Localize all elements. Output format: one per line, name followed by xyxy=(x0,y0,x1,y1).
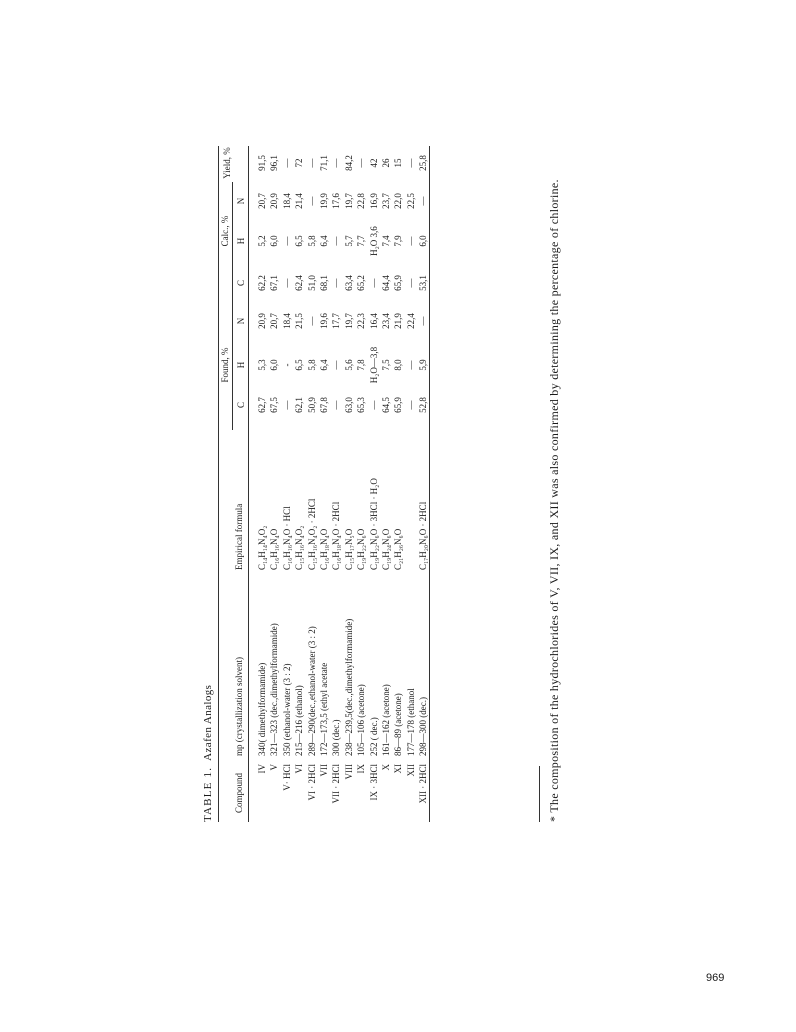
cell-found-c: 63,0 xyxy=(343,397,354,413)
cell-mp: 298—300 (dec.) xyxy=(418,697,429,756)
top-rule xyxy=(218,146,219,822)
cell-found-c: 65,9 xyxy=(393,397,404,413)
cell-calc-h: 6,5 xyxy=(294,235,305,247)
cell-calc-c: 68,1 xyxy=(319,275,329,291)
subheader-calc-h: H xyxy=(236,237,246,245)
cell-found-h: 6,4 xyxy=(319,359,329,371)
table-caption: Azafen Analogs xyxy=(202,684,214,761)
cell-compound: XII · 2HCl xyxy=(418,764,429,804)
cell-found-n: 22,3 xyxy=(356,313,367,329)
cell-found-h: - xyxy=(281,363,292,367)
cell-yield: — xyxy=(405,158,416,168)
cell-found-n: 19,7 xyxy=(343,313,354,329)
cell-found-n: 21,5 xyxy=(294,313,305,329)
cell-mp: 161—162 (acetone) xyxy=(381,684,391,756)
cell-calc-c: 51,0 xyxy=(306,275,317,291)
cell-found-c: 64,5 xyxy=(381,397,391,413)
cell-calc-n: 18,4 xyxy=(281,193,292,209)
cell-yield: — xyxy=(281,158,292,168)
cell-formula: C₁₆H₁₆N₄O xyxy=(269,528,280,570)
cell-calc-c: 63,4 xyxy=(343,275,354,291)
table-title xyxy=(202,685,214,822)
cell-compound: X xyxy=(381,764,391,771)
cell-compound: V· HCl xyxy=(281,764,292,791)
cell-found-h: 7,5 xyxy=(381,359,391,371)
cell-yield: 15 xyxy=(393,158,404,168)
header-calc: Calc., % xyxy=(220,215,230,247)
cell-calc-c: 67,1 xyxy=(269,275,280,291)
cell-formula: C₁₅H₁₆N₄O₂ xyxy=(294,525,305,570)
cell-found-n: 20,9 xyxy=(257,313,267,329)
cell-mp: 172—173,5 (ethyl acetate xyxy=(319,662,329,756)
header-yield: Yield, % xyxy=(222,147,232,179)
cell-found-n: 18,4 xyxy=(281,313,292,329)
cell-formula: C₁₅H₁₇N₅O xyxy=(343,528,354,570)
cell-calc-c: — xyxy=(331,278,342,288)
header-rule xyxy=(248,146,249,822)
cell-calc-h: 6,0 xyxy=(269,235,280,247)
cell-found-c: — xyxy=(368,400,379,410)
cell-compound: XII xyxy=(405,764,416,777)
cell-found-c: 62,7 xyxy=(257,397,267,413)
page-number: 969 xyxy=(706,972,725,984)
cell-found-n: 16,4 xyxy=(368,313,379,329)
cell-compound: IV xyxy=(257,764,267,774)
footnote: * The composition of the hydrochlorides of V, VII, IX, and XII was also confirmed by determining the percentage of chlorine. xyxy=(547,179,561,822)
cell-found-h: 5,8 xyxy=(306,359,317,371)
cell-found-c: 67,8 xyxy=(319,397,329,413)
subheader-calc-c: C xyxy=(236,280,246,287)
subheader-calc-n: N xyxy=(236,197,246,205)
cell-formula: C₁₅H₁₆N₄O₂ · 2HCl xyxy=(306,498,317,570)
table-label: TABLE 1. xyxy=(202,766,214,822)
cell-compound: IX xyxy=(356,764,367,774)
cell-calc-n: 16,9 xyxy=(368,193,379,209)
group-rule xyxy=(232,182,233,430)
cell-found-h: 5,6 xyxy=(343,359,354,371)
cell-found-n: 21,9 xyxy=(393,313,404,329)
cell-calc-h: 6,0 xyxy=(418,235,429,247)
cell-calc-n: 22,5 xyxy=(405,193,416,209)
subheader-found-n: N xyxy=(236,317,246,325)
cell-calc-h: 6,4 xyxy=(319,235,329,247)
cell-calc-h: 7,4 xyxy=(381,235,391,247)
cell-compound: IX · 3HCl xyxy=(368,764,379,801)
subheader-found-h: H xyxy=(236,361,246,369)
cell-found-h: 6,0 xyxy=(269,359,280,371)
cell-found-n: 23,4 xyxy=(381,313,391,329)
cell-found-c: — xyxy=(405,400,416,410)
cell-calc-n: 19,9 xyxy=(319,193,329,209)
cell-calc-h: 5,8 xyxy=(306,235,317,247)
cell-mp: 252 ( dec.) xyxy=(368,717,379,756)
cell-found-c: 50,9 xyxy=(306,397,317,413)
cell-compound: XI xyxy=(393,764,404,774)
footnote-rule xyxy=(539,766,540,822)
cell-yield: 26 xyxy=(381,158,391,168)
cell-calc-n: 23,7 xyxy=(381,193,391,209)
cell-calc-n: 20,7 xyxy=(257,193,267,209)
cell-formula: C₁₉H₂₄N₆O xyxy=(381,528,391,570)
cell-mp: 177—178 (ethanol xyxy=(405,688,416,756)
cell-calc-h: — xyxy=(405,236,416,246)
cell-found-c: 65,3 xyxy=(356,397,367,413)
cell-mp: 300 (dec.) xyxy=(331,719,342,756)
cell-mp: 289—290(dec.,ethanol-water (3 : 2) xyxy=(306,626,317,756)
cell-formula: C₂₁H₂₆N₆O xyxy=(393,528,404,570)
cell-found-c: — xyxy=(331,400,342,410)
cell-compound: VII xyxy=(319,764,329,777)
cell-formula: C₁₉H₂₂N₆O xyxy=(356,528,367,570)
cell-mp: 105—106 (acetone) xyxy=(356,684,367,756)
cell-yield: 96,1 xyxy=(269,155,280,171)
cell-calc-c: 64,4 xyxy=(381,275,391,291)
cell-calc-n: 17,6 xyxy=(331,193,342,209)
cell-calc-c: — xyxy=(368,278,379,288)
cell-compound: V xyxy=(269,764,280,771)
cell-found-c: 67,5 xyxy=(269,397,280,413)
subheader-found-c: C xyxy=(236,402,246,409)
cell-mp: 350 (ethanol-water (3 : 2) xyxy=(281,663,292,756)
header-formula: Empirical formula xyxy=(234,503,244,570)
cell-formula: C₁₆H₁₆N₄O · HCl xyxy=(281,506,292,570)
cell-calc-n: 22,0 xyxy=(393,193,404,209)
cell-found-c: — xyxy=(281,400,292,410)
bottom-rule xyxy=(429,146,430,822)
cell-yield: — xyxy=(306,158,317,168)
cell-compound: VI xyxy=(294,764,305,774)
cell-calc-c: 65,9 xyxy=(393,275,404,291)
cell-calc-h: — xyxy=(281,236,292,246)
cell-yield: — xyxy=(356,158,367,168)
header-mp: mp (crystallization solvent) xyxy=(234,657,244,756)
cell-calc-h: — xyxy=(331,236,342,246)
cell-mp: 86—89 (acetone) xyxy=(393,693,404,756)
cell-found-h: — xyxy=(331,360,342,370)
cell-yield: 71,1 xyxy=(319,155,329,171)
cell-calc-c: 65,2 xyxy=(356,275,367,291)
cell-formula: C₁₄H₁₄N₄O₂ xyxy=(257,525,267,570)
header-compound: Compound xyxy=(234,773,244,814)
cell-found-c: 62,1 xyxy=(294,397,305,413)
cell-mp: 340( dimethylformamide) xyxy=(257,662,267,756)
cell-calc-h: 7,7 xyxy=(356,235,367,247)
cell-compound: VIII xyxy=(343,764,354,780)
cell-calc-c: — xyxy=(405,278,416,288)
cell-calc-n: 19,7 xyxy=(343,193,354,209)
cell-found-n: 19,6 xyxy=(319,313,329,329)
cell-calc-c: 53,1 xyxy=(418,275,429,291)
cell-calc-c: — xyxy=(281,278,292,288)
cell-found-n: — xyxy=(306,316,317,326)
cell-formula: C₁₆H₁₈N₄O · 2HCl xyxy=(331,501,342,570)
cell-found-h: 8,0 xyxy=(393,359,404,371)
cell-found-h: H₂O—3,8 xyxy=(368,346,379,384)
cell-found-n: 20,7 xyxy=(269,313,280,329)
cell-yield: 72 xyxy=(294,158,305,168)
cell-yield: 84,2 xyxy=(343,155,354,171)
cell-found-h: 6,5 xyxy=(294,359,305,371)
cell-found-h: 7,8 xyxy=(356,359,367,371)
cell-found-c: 52,8 xyxy=(418,397,429,413)
cell-calc-n: 20,9 xyxy=(269,193,280,209)
cell-calc-c: 62,4 xyxy=(294,275,305,291)
header-found: Found, % xyxy=(220,347,230,383)
cell-yield: 42 xyxy=(368,158,379,168)
cell-found-n: 22,4 xyxy=(405,313,416,329)
cell-calc-n: — xyxy=(306,196,317,206)
cell-compound: VI · 2HCl xyxy=(306,764,317,801)
cell-mp: 215—216 (ethanol) xyxy=(294,685,305,756)
cell-calc-h: 5,2 xyxy=(257,235,267,247)
cell-compound: VII · 2HCl xyxy=(331,764,342,804)
cell-formula: C₁₆H₁₈N₄O xyxy=(319,528,329,570)
cell-yield: 25,8 xyxy=(418,155,429,171)
cell-found-h: 5,9 xyxy=(418,359,429,371)
cell-formula: C₁₇H₂₀N₆O · 2HCl xyxy=(418,501,429,570)
cell-formula: C₁₉H₂₂N₆O · 3HCl · H₂O xyxy=(368,478,379,570)
cell-calc-h: 5,7 xyxy=(343,235,354,247)
cell-mp: 238—239,5(dec.,dimethylformamide) xyxy=(343,618,354,756)
cell-calc-h: H₂O 3,6 xyxy=(368,226,379,256)
rotated-table-region xyxy=(196,146,600,822)
cell-calc-c: 62,2 xyxy=(257,275,267,291)
cell-found-n: 17,7 xyxy=(331,313,342,329)
cell-calc-h: 7,9 xyxy=(393,235,404,247)
cell-found-n: — xyxy=(418,316,429,326)
cell-calc-n: 22,8 xyxy=(356,193,367,209)
cell-mp: 321—323 (dec.,dimethylformamide) xyxy=(269,623,280,756)
cell-yield: 91,5 xyxy=(257,155,267,171)
cell-yield: — xyxy=(331,158,342,168)
cell-found-h: — xyxy=(405,360,416,370)
cell-calc-n: — xyxy=(418,196,429,206)
cell-calc-n: 21,4 xyxy=(294,193,305,209)
cell-found-h: 5,3 xyxy=(257,359,267,371)
